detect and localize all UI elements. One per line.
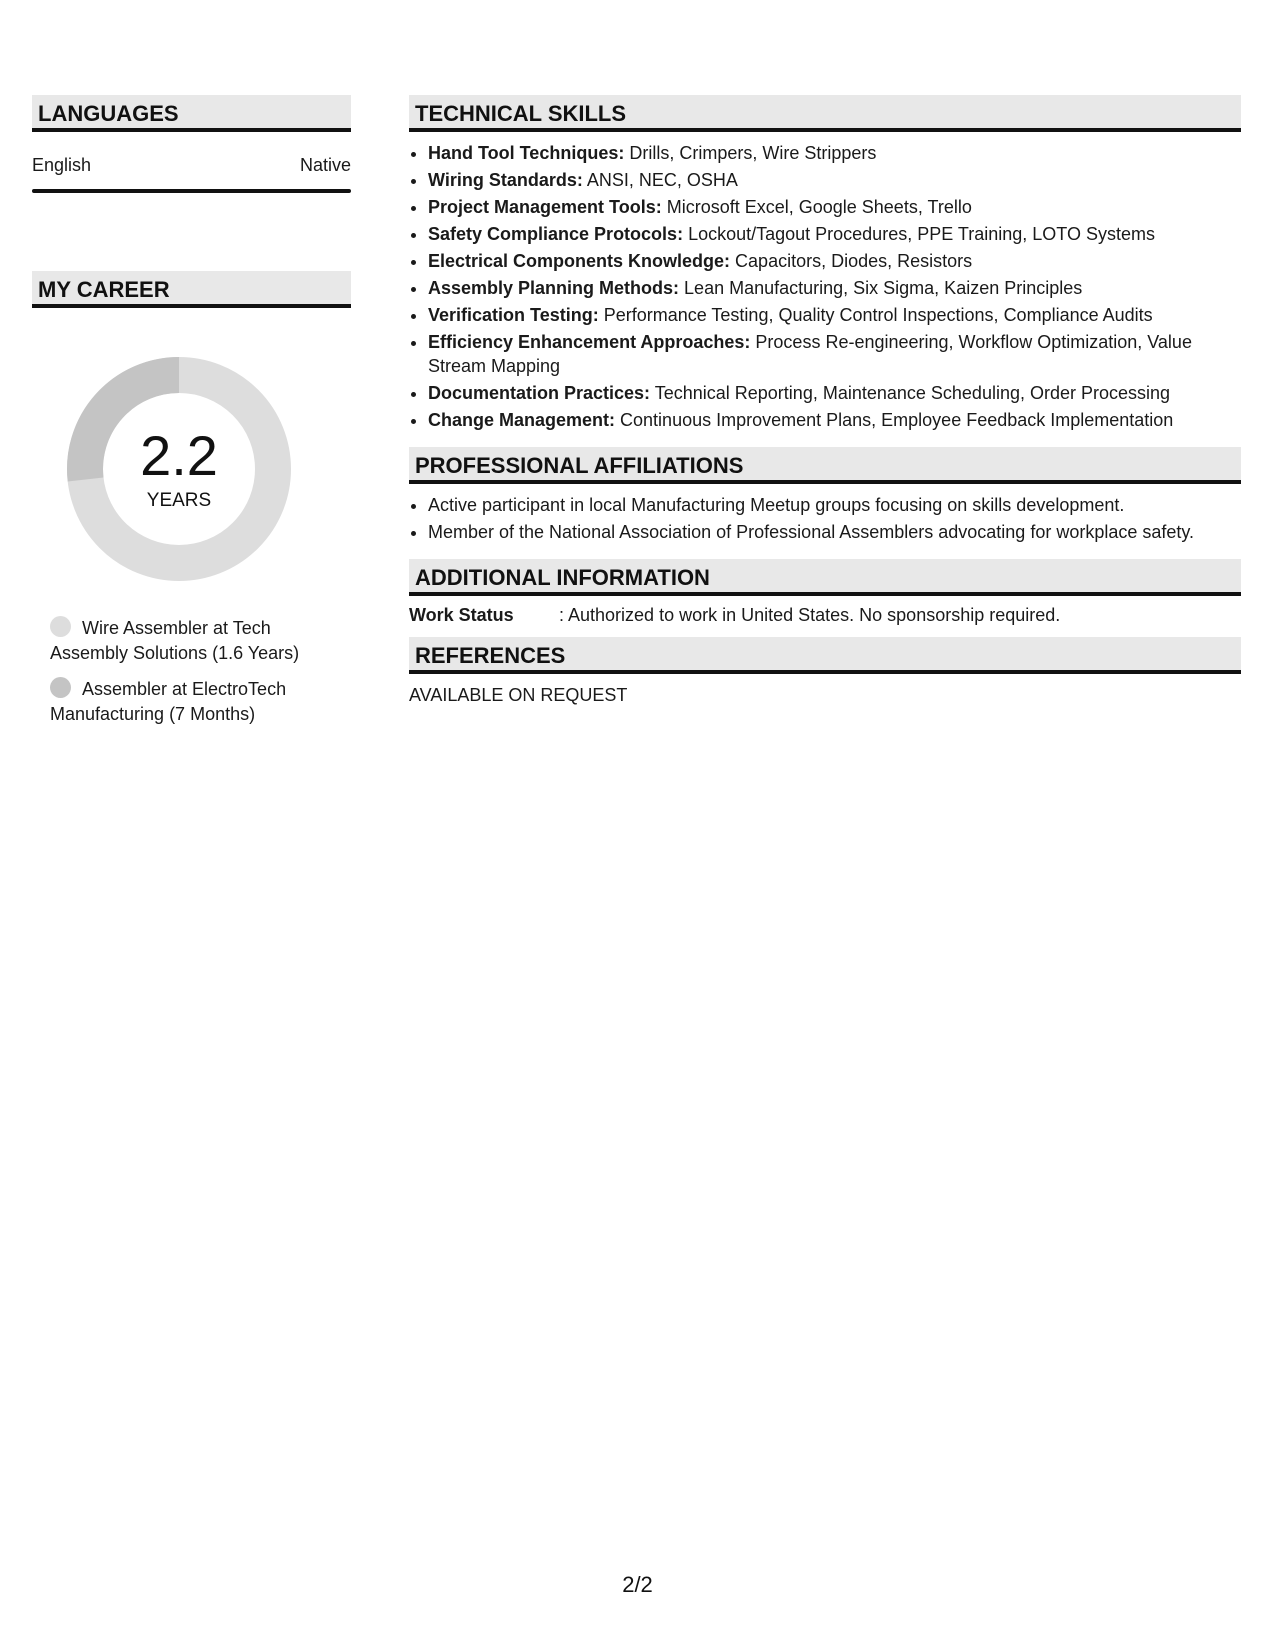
skill-value: Lean Manufacturing, Six Sigma, Kaizen Principles — [679, 278, 1083, 298]
affiliation-item: • Member of the National Association of Professional Assemblers advocating for workplace safety. — [428, 520, 1241, 544]
skill-label: Assembly Planning Methods: — [428, 278, 680, 298]
skill-value: Lockout/Tagout Procedures, PPE Training, LOTO Systems — [683, 224, 1155, 244]
skill-label: Change Management: — [428, 410, 616, 430]
career-heading: MY CAREER — [32, 271, 351, 308]
page-number: 2/2 — [622, 1572, 653, 1597]
skill-label: Efficiency Enhancement Approaches: — [428, 332, 751, 352]
career-item — [50, 677, 340, 727]
skill-value: Performance Testing, Quality Control Inspections, Compliance Audits — [598, 305, 1153, 325]
skill-item — [428, 330, 1241, 378]
career-item — [50, 616, 340, 666]
languages-heading: LANGUAGES — [32, 95, 351, 132]
skill-label: Verification Testing: — [428, 305, 599, 325]
technical-skills-heading: TECHNICAL SKILLS — [409, 95, 1241, 132]
career-item-label: Assembler at ElectroTech Manufacturing (7 Months) — [50, 679, 287, 724]
work-status-row — [409, 596, 1241, 635]
language-divider — [32, 189, 351, 193]
references-heading: REFERENCES — [409, 637, 1241, 674]
language-name: English — [32, 155, 92, 175]
skill-item — [428, 141, 1241, 165]
skill-item — [428, 276, 1241, 300]
language-row — [32, 132, 351, 189]
skill-item — [428, 195, 1241, 219]
skill-item — [428, 222, 1241, 246]
skill-value: Drills, Crimpers, Wire Strippers — [624, 143, 877, 163]
left-column — [32, 95, 351, 193]
career-list — [50, 616, 340, 738]
skill-value: Microsoft Excel, Google Sheets, Trello — [661, 197, 972, 217]
skill-value: Technical Reporting, Maintenance Scheduling, Order Processing — [650, 383, 1171, 403]
skill-label: Electrical Components Knowledge: — [428, 251, 731, 271]
career-donut — [66, 356, 292, 582]
skill-label: Wiring Standards: — [428, 170, 583, 190]
additional-info-heading: ADDITIONAL INFORMATION — [409, 559, 1241, 596]
skill-value: ANSI, NEC, OSHA — [582, 170, 738, 190]
work-status-value: : Authorized to work in United States. No sponsorship required. — [559, 605, 1061, 625]
references-text: AVAILABLE ON REQUEST — [409, 685, 628, 705]
right-column — [409, 95, 1241, 706]
legend-dot-icon — [50, 677, 71, 698]
skill-item — [428, 249, 1241, 273]
career-total-unit: YEARS — [146, 490, 212, 511]
technical-skills-list — [409, 132, 1241, 432]
skill-label: Safety Compliance Protocols: — [428, 224, 684, 244]
skill-value: Process Re-engineering, Workflow Optimization, Value Stream Mapping — [428, 332, 1192, 376]
affiliations-list — [409, 484, 1241, 544]
skill-value: Continuous Improvement Plans, Employee Feedback Implementation — [615, 410, 1174, 430]
career-section — [32, 271, 351, 308]
skill-item — [428, 303, 1241, 327]
legend-dot-icon — [50, 616, 71, 637]
affiliations-heading: PROFESSIONAL AFFILIATIONS — [409, 447, 1241, 484]
skill-item — [428, 408, 1241, 432]
skill-label: Documentation Practices: — [428, 383, 651, 403]
work-status-label: Work Status — [409, 605, 514, 625]
skill-value: Capacitors, Diodes, Resistors — [730, 251, 973, 271]
affiliation-item: • Active participant in local Manufacturing Meetup groups focusing on skills development. — [428, 493, 1241, 517]
career-item-label: Wire Assembler at Tech Assembly Solutions (1.6 Years) — [50, 618, 300, 663]
skill-label: Hand Tool Techniques: — [428, 143, 625, 163]
skill-label: Project Management Tools: — [428, 197, 662, 217]
career-total-value: 2.2 — [140, 424, 218, 487]
language-level: Native — [299, 155, 351, 175]
skill-item — [428, 381, 1241, 405]
skill-item — [428, 168, 1241, 192]
